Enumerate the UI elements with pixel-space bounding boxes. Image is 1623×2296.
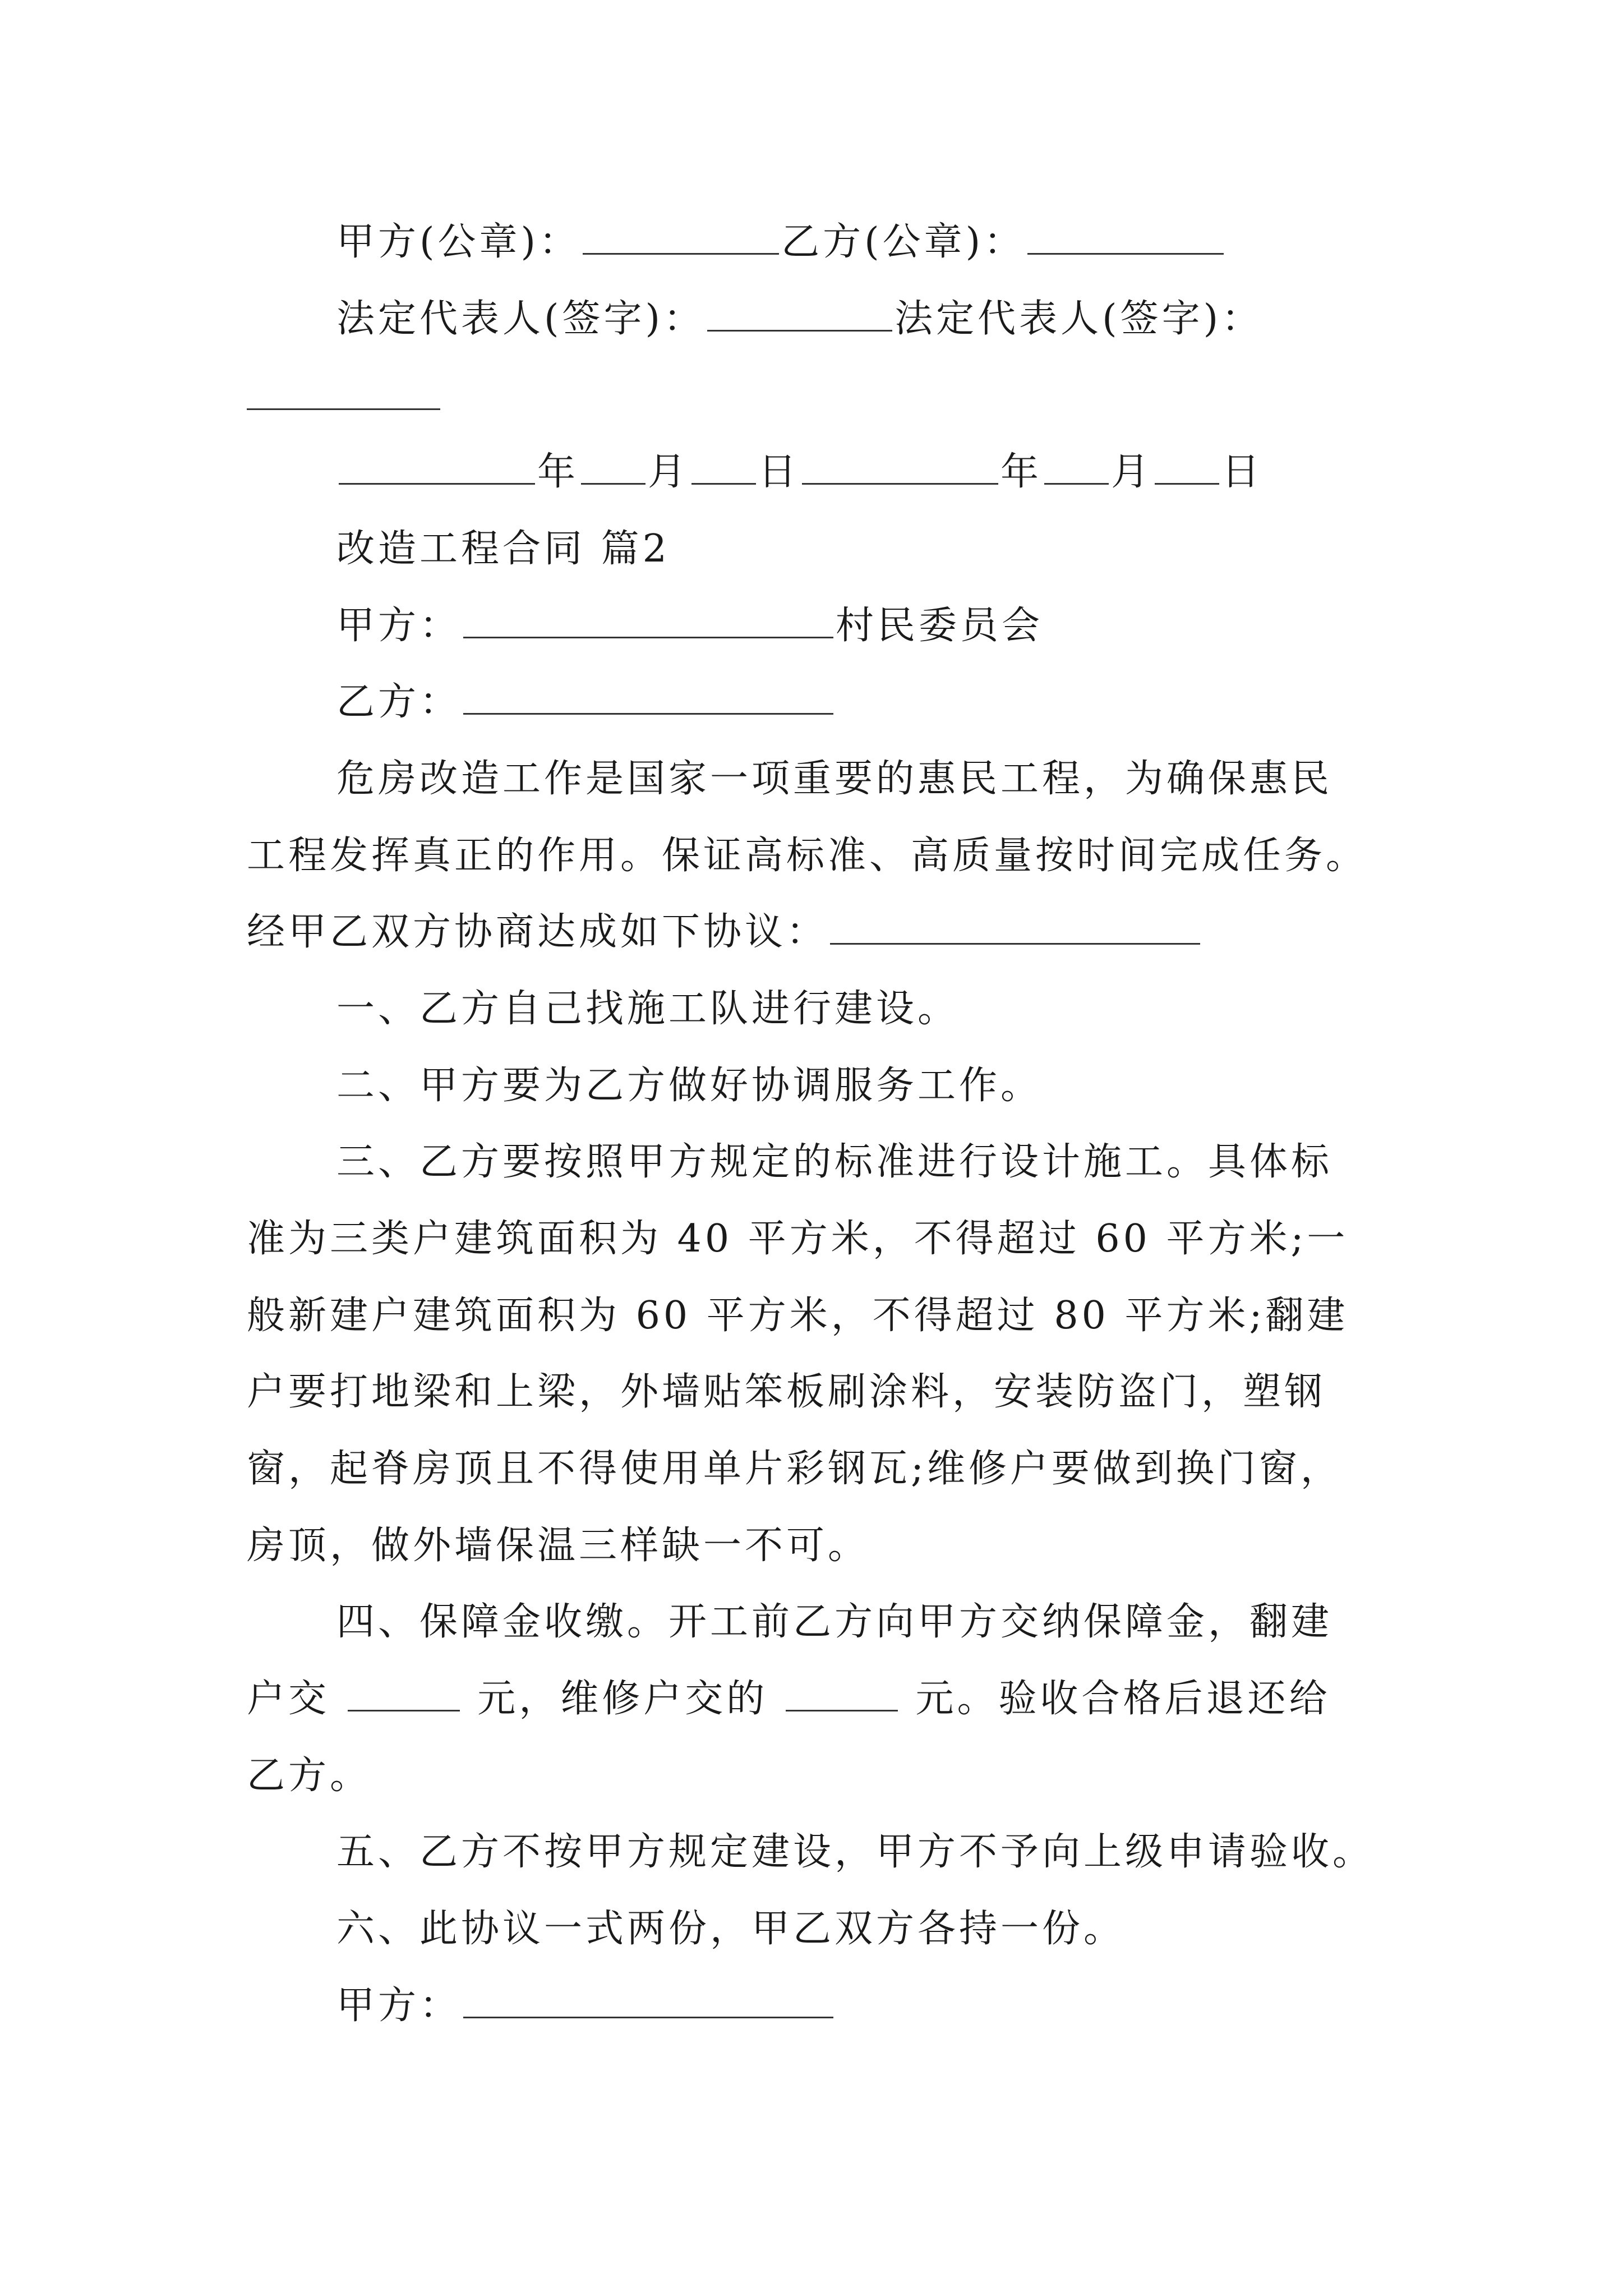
footer-party-a-line xyxy=(336,1984,836,2028)
clause-6: 六、此协议一式两份，甲乙双方各持一份。 xyxy=(336,1907,1126,1951)
month-a-blank xyxy=(581,483,645,485)
intro-line-3 xyxy=(247,910,1202,954)
clause-3-line-1: 三、乙方要按照甲方规定的标准进行设计施工。具体标 xyxy=(336,1140,1333,1184)
clause-4-refund-text: 元。验收合格后退还给 xyxy=(915,1677,1331,1721)
month-b-blank xyxy=(1044,483,1109,485)
clause-4-line-3: 乙方。 xyxy=(247,1754,372,1798)
month-a-label: 月 xyxy=(648,450,690,494)
party-a-seal-blank xyxy=(583,253,779,255)
day-b-label: 日 xyxy=(1221,450,1264,494)
year-b-blank xyxy=(802,483,998,485)
repair-amount-blank xyxy=(786,1710,898,1711)
year-a-blank xyxy=(339,483,535,485)
clause-3-line-3: 般新建户建筑面积为 60 平方米，不得超过 80 平方米;翻建 xyxy=(247,1294,1349,1338)
party-a-seal-label: 甲方(公章)： xyxy=(336,220,581,264)
party-a-line xyxy=(336,604,1044,648)
party-a-blank xyxy=(463,637,833,638)
party-b-label: 乙方： xyxy=(336,680,462,724)
intro-line-1: 危房改造工作是国家一项重要的惠民工程，为确保惠民 xyxy=(336,757,1333,801)
party-b-blank xyxy=(463,713,833,715)
intro-line-2: 工程发挥真正的作用。保证高标准、高质量按时间完成任务。 xyxy=(247,834,1368,878)
agreement-blank xyxy=(830,943,1200,945)
clause-5: 五、乙方不按甲方规定建设，甲方不予向上级申请验收。 xyxy=(336,1830,1375,1874)
party-a-suffix: 村民委员会 xyxy=(836,604,1044,648)
party-b-line xyxy=(336,680,836,724)
rep-b-blank xyxy=(247,408,440,410)
clause-4-line-1: 四、保障金收缴。开工前乙方向甲方交纳保障金，翻建 xyxy=(336,1600,1333,1644)
rep-a-blank xyxy=(707,330,892,332)
year-a-label: 年 xyxy=(537,450,579,494)
party-b-seal-blank xyxy=(1027,253,1224,255)
clause-4-repair-text: 元，维修户交的 xyxy=(477,1677,768,1721)
clause-1: 一、乙方自己找施工队进行建设。 xyxy=(336,987,960,1031)
seal-line xyxy=(336,220,1226,264)
clause-3-line-6: 房顶，做外墙保温三样缺一不可。 xyxy=(247,1524,870,1568)
clause-3-line-2: 准为三类户建筑面积为 40 平方米，不得超过 60 平方米;一 xyxy=(247,1217,1349,1261)
date-line xyxy=(336,450,1264,494)
clause-4-line-2 xyxy=(247,1677,1331,1721)
clause-4-rebuild-text: 户交 xyxy=(247,1677,330,1721)
clause-3-line-5: 窗，起脊房顶且不得使用单片彩钢瓦;维修户要做到换门窗， xyxy=(247,1447,1342,1491)
rep-b-label: 法定代表人(签字)： xyxy=(895,297,1264,341)
day-a-blank xyxy=(691,483,756,485)
intro-line-3-text: 经甲乙双方协商达成如下协议： xyxy=(247,910,828,954)
clause-2: 二、甲方要为乙方做好协调服务工作。 xyxy=(336,1064,1043,1108)
rep-a-label: 法定代表人(签字)： xyxy=(336,297,706,341)
representative-line xyxy=(336,297,1264,341)
party-a-label: 甲方： xyxy=(336,604,462,648)
month-b-label: 月 xyxy=(1111,450,1153,494)
footer-party-a-blank xyxy=(463,2017,833,2018)
day-b-blank xyxy=(1155,483,1219,485)
day-a-label: 日 xyxy=(758,450,800,494)
clause-3-line-4: 户要打地梁和上梁，外墙贴笨板刷涂料，安装防盗门，塑钢 xyxy=(247,1370,1326,1414)
footer-party-a-label: 甲方： xyxy=(336,1984,462,2028)
rebuild-amount-blank xyxy=(348,1710,460,1711)
party-b-seal-label: 乙方(公章)： xyxy=(781,220,1026,264)
section-title: 改造工程合同 篇2 xyxy=(336,527,670,571)
year-b-label: 年 xyxy=(1000,450,1043,494)
